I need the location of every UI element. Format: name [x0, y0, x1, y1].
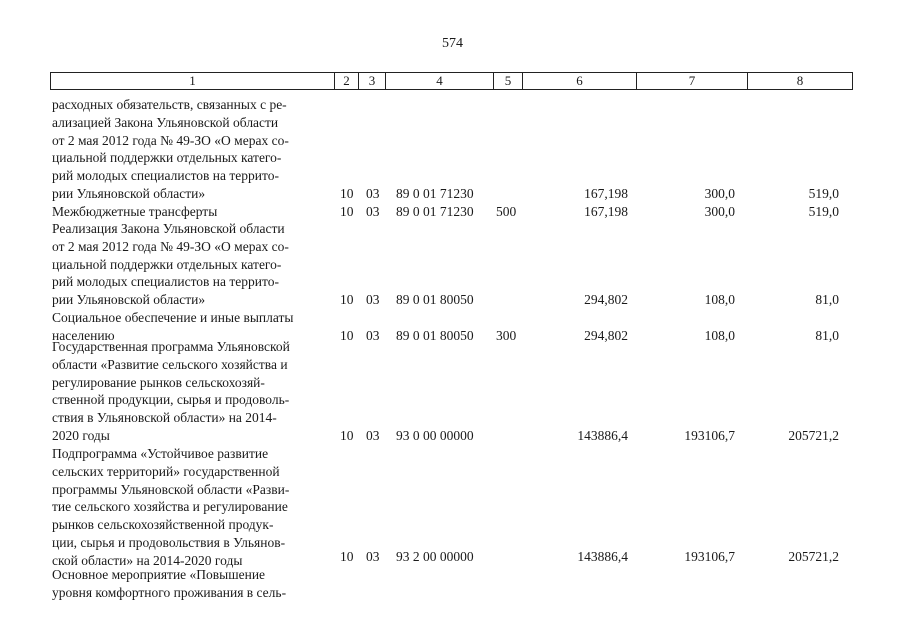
row-description: Межбюджетные трансферты [52, 204, 218, 219]
page-number: 574 [442, 36, 463, 51]
row-description: расходных обязательств, связанных с ре- ализацией Закона Ульяновской области от 2 мая 2012 года № 49-ЗО «О мерах со- циальной поддержки отдельных катего- рий молодых специалистов на террито- рии Ульяновской области» [52, 97, 289, 201]
row-subsection: 03 [366, 549, 380, 564]
header-col-3: 3 [359, 72, 386, 90]
row-amount-year2: 108,0 [704, 328, 735, 343]
row-description: Государственная программа Ульяновской области «Развитие сельского хозяйства и регулирование рынков сельскохозяй- ственной продукции, сырья и продоволь- ствия в Ульяновской области» на 2014- 2020 годы [52, 339, 290, 443]
row-amount-year2: 300,0 [704, 186, 735, 201]
row-amount-year1: 167,198 [584, 204, 628, 219]
row-target-code: 89 0 01 71230 [396, 204, 474, 219]
header-col-5: 5 [494, 72, 523, 90]
row-subsection: 03 [366, 328, 380, 343]
row-amount-year1: 167,198 [584, 186, 628, 201]
row-amount-year3: 81,0 [815, 328, 839, 343]
row-amount-year3: 81,0 [815, 292, 839, 307]
row-amount-year1: 143886,4 [577, 428, 628, 443]
row-description: Основное мероприятие «Повышение уровня комфортного проживания в сель- [52, 567, 287, 600]
row-section: 10 [340, 328, 354, 343]
row-section: 10 [340, 549, 354, 564]
header-col-7: 7 [637, 72, 748, 90]
row-amount-year1: 143886,4 [577, 549, 628, 564]
row-amount-year2: 108,0 [704, 292, 735, 307]
row-amount-year3: 519,0 [808, 186, 839, 201]
row-description: Подпрограмма «Устойчивое развитие сельских территорий» государственной программы Ульяновской области «Разви- тие сельского хозяйства и регулирование рынков сельскохозяйственной продук- ции, сырья и продовольствия в Ульянов- ской области» на 2014-2020 годы [52, 446, 290, 568]
row-target-code: 89 0 01 80050 [396, 292, 474, 307]
row-target-code: 89 0 01 71230 [396, 186, 474, 201]
row-subsection: 03 [366, 428, 380, 443]
row-amount-year2: 193106,7 [684, 549, 735, 564]
header-col-1: 1 [50, 72, 335, 90]
row-section: 10 [340, 292, 354, 307]
row-target-code: 93 2 00 00000 [396, 549, 474, 564]
row-amount-year3: 205721,2 [788, 549, 839, 564]
row-target-code: 89 0 01 80050 [396, 328, 474, 343]
row-amount-year2: 193106,7 [684, 428, 735, 443]
header-col-6: 6 [523, 72, 637, 90]
row-description: Реализация Закона Ульяновской области от 2 мая 2012 года № 49-ЗО «О мерах со- циальной поддержки отдельных катего- рий молодых специалистов на террито- рии Ульяновской области» [52, 221, 289, 308]
row-amount-year3: 205721,2 [788, 428, 839, 443]
row-amount-year1: 294,802 [584, 328, 628, 343]
row-amount-year1: 294,802 [584, 292, 628, 307]
header-col-8: 8 [748, 72, 853, 90]
row-expense-type: 500 [496, 204, 517, 219]
row-subsection: 03 [366, 292, 380, 307]
row-section: 10 [340, 428, 354, 443]
row-amount-year3: 519,0 [808, 204, 839, 219]
row-subsection: 03 [366, 186, 380, 201]
row-subsection: 03 [366, 204, 380, 219]
row-section: 10 [340, 204, 354, 219]
row-target-code: 93 0 00 00000 [396, 428, 474, 443]
row-amount-year2: 300,0 [704, 204, 735, 219]
row-expense-type: 300 [496, 328, 517, 343]
header-col-2: 2 [335, 72, 359, 90]
row-section: 10 [340, 186, 354, 201]
row-description: Социальное обеспечение и иные выплаты населению [52, 310, 294, 343]
header-col-4: 4 [386, 72, 494, 90]
